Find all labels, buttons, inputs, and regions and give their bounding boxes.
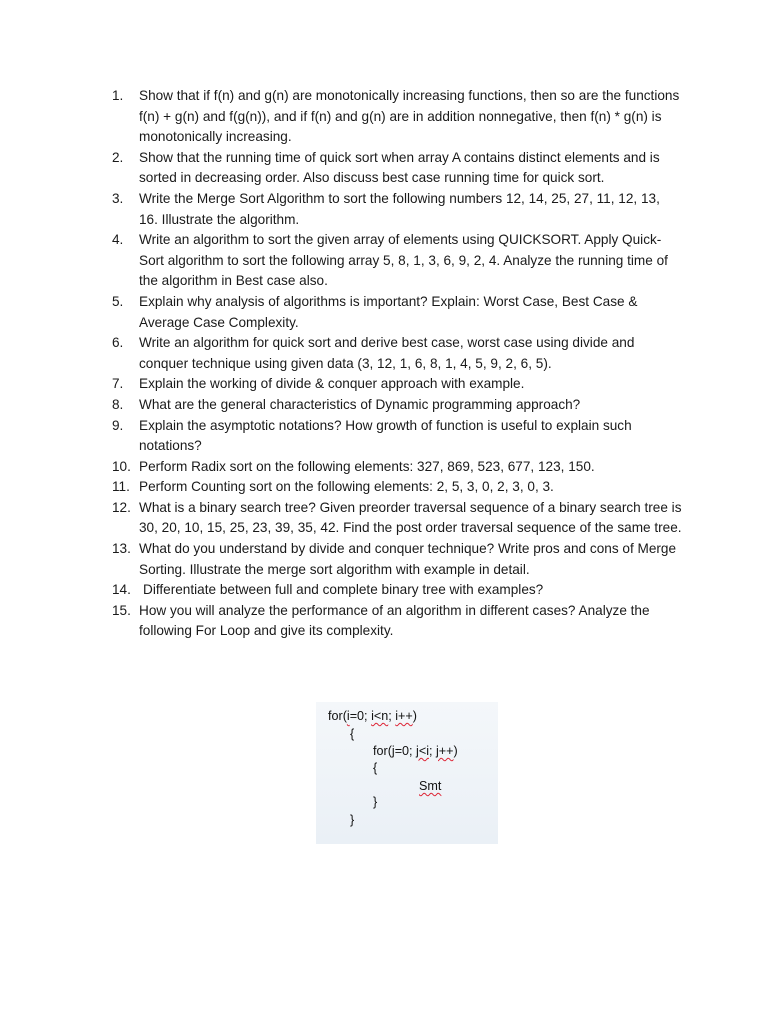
question-text: Explain the asymptotic notations? How growth of function is useful to explain such notations? [139,417,632,454]
question-item-4 [112,230,682,292]
question-number: 7. [112,376,124,392]
code-token: j<i [416,744,429,758]
question-number: 2. [112,149,124,165]
code-token: ) [453,744,458,758]
question-text: Write an algorithm for quick sort and derive best case, worst case using divide and conquer technique using given data (3, 12, 1, 6, 8, 1, 4, 5, 9, 2, 6, 5). [139,335,635,371]
question-item-10 [112,457,682,478]
question-item-3 [112,189,682,230]
code-line-inner-for [373,743,458,759]
question-number: 5. [112,293,124,309]
question-item-1 [112,86,682,148]
question-number: 8. [112,396,124,412]
question-item-7 [112,374,682,395]
question-text: Explain why analysis of algorithms is important? Explain: Worst Case, Best Case & Average Case Complexity. [139,293,638,330]
question-text: Perform Radix sort on the following elements: 327, 869, 523, 677, 123, 150. [139,458,595,474]
question-text: Perform Counting sort on the following elements: 2, 5, 3, 0, 2, 3, 0, 3. [139,479,554,495]
question-text: Show that the running time of quick sort when array A contains distinct elements and is sorted in decreasing order. Also discuss best case running time for quick sort. [139,149,660,186]
question-number: 4. [112,232,124,248]
code-line-outer-close: } [350,813,355,827]
question-number: 13. [112,541,131,557]
question-text: How you will analyze the performance of an algorithm in different cases? Analyze the following For Loop and give its complexity. [139,602,650,639]
question-number: 1. [112,88,124,103]
code-token: =0; [349,709,372,723]
code-token: i<n [371,709,389,723]
question-item-11 [112,477,682,498]
code-line-inner-close: } [373,795,378,809]
code-token: j++ [436,744,454,758]
question-text: What do you understand by divide and conquer technique? Write pros and cons of Merge Sorting. Illustrate the merge sort algorithm with example in detail. [139,541,677,577]
question-text: What is a binary search tree? Given preorder traversal sequence of a binary search tree is 30, 20, 10, 15, 25, 23, 39, 35, 42. Find the post order traversal sequence of the same tree. [139,499,682,536]
question-text: Show that if f(n) and g(n) are monotonically increasing functions, then so are the functions f(n) + g(n) and f(g(n)), and if f(n) and g(n) are in addition nonnegative, then f(n) * g(n) is monotonically increasing. [139,88,680,145]
code-token: i++ [395,709,413,723]
question-item-6 [112,333,682,374]
code-line-body: Smt [419,779,442,793]
code-token: for(j=0; [373,744,417,758]
question-item-9 [112,416,682,457]
question-text: Write an algorithm to sort the given array of elements using QUICKSORT. Apply Quick-Sort algorithm to sort the following array 5, 8, 1, 3, 6, 9, 2, 4. Analyze the running time of the algorithm in Best case also. [139,232,668,289]
question-number: 3. [112,190,124,206]
question-text: Explain the working of divide & conquer approach with example. [139,376,525,392]
question-item-14 [112,580,682,601]
question-text: Differentiate between full and complete binary tree with examples? [143,582,544,598]
code-token: for( [328,709,347,723]
question-number: 10. [112,458,131,474]
question-number: 15. [112,602,131,618]
code-token: ) [412,709,417,723]
question-item-15 [112,601,682,642]
question-number: 14. [112,582,131,598]
question-item-8 [112,395,682,416]
code-token: i [346,709,350,723]
question-number: 6. [112,335,124,351]
code-line-outer-open: { [350,727,355,741]
question-item-5 [112,292,682,333]
question-item-12 [112,498,682,539]
code-token: ; [388,709,396,723]
question-text: Write the Merge Sort Algorithm to sort the following numbers 12, 14, 25, 27, 11, 12, 13, 16. Illustrate the algorithm. [139,190,660,227]
code-snippet-image [316,702,498,844]
question-number: 11. [112,479,130,495]
question-number: 9. [112,417,124,433]
question-item-2 [112,148,682,189]
code-line-outer-for [328,708,417,724]
question-text: What are the general characteristics of Dynamic programming approach? [139,396,581,412]
code-line-inner-open: { [373,761,378,775]
question-item-13 [112,539,682,580]
question-list [112,86,682,642]
question-number: 12. [112,499,131,515]
code-token: ; [429,744,436,758]
